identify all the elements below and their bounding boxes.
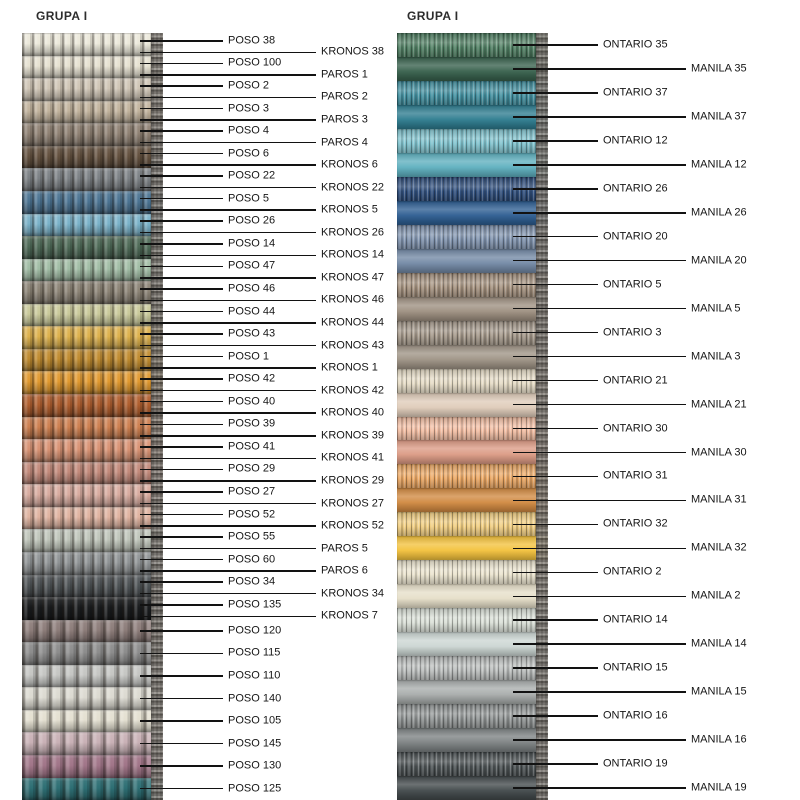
callout-line [513,356,686,358]
callout-line [140,333,223,335]
callout-line [140,559,223,561]
fabric-cut-edge [151,33,163,800]
swatch-label: MANILA 30 [691,446,747,458]
swatch-label: POSO 22 [228,169,276,182]
callout-line [140,653,223,655]
callout-line [140,345,316,347]
swatch-label: ONTARIO 12 [603,134,668,147]
swatch-label: MANILA 5 [691,302,741,315]
callout-line [513,236,598,238]
swatch-label: POSO 60 [228,553,276,566]
callout-line [140,570,316,572]
callout-line [513,763,598,765]
callout-line [140,288,223,290]
swatch-label: KRONOS 40 [321,406,384,419]
callout-line [140,198,223,200]
callout-line [513,428,598,430]
swatch-label: PAROS 5 [321,542,368,555]
callout-line [140,74,316,76]
swatch-label: POSO 140 [228,692,282,704]
swatch-label: POSO 44 [228,305,276,317]
callout-line [140,243,223,245]
callout-line [140,266,223,268]
swatch-label: POSO 110 [228,669,281,682]
callout-line [140,424,223,426]
callout-line [140,40,223,42]
swatch-label: KRONOS 41 [321,451,384,464]
swatch-label: POSO 4 [228,124,269,137]
callout-line [513,260,686,262]
callout-line [140,108,223,110]
callout-line [513,284,598,286]
swatch-label: KRONOS 22 [321,181,384,194]
callout-line [140,153,223,155]
swatch-label: MANILA 31 [691,493,747,506]
swatch-label: POSO 29 [228,462,276,475]
swatch-label: POSO 39 [228,417,276,430]
callout-line [140,97,316,99]
callout-line [513,404,686,406]
callout-line [140,311,223,313]
callout-line [513,380,598,382]
callout-line [513,92,598,94]
callout-line [140,142,316,144]
callout-line [140,300,316,302]
swatch-label: ONTARIO 30 [603,422,668,434]
swatch-label: ONTARIO 2 [603,565,662,578]
callout-line [140,525,316,527]
callout-line [513,44,598,46]
swatch-label: POSO 145 [228,737,282,750]
callout-line [140,175,223,177]
callout-line [140,232,316,234]
callout-line [513,667,598,669]
callout-line [140,378,223,380]
callout-line [140,675,223,677]
callout-line [140,616,316,618]
callout-line [140,720,223,722]
swatch-label: POSO 40 [228,395,276,408]
swatch-label: KRONOS 46 [321,293,384,306]
callout-line [140,469,223,471]
callout-line [140,581,223,583]
callout-line [140,412,316,414]
swatch-label: POSO 5 [228,192,269,205]
swatch-label: POSO 115 [228,646,281,659]
swatch-label: MANILA 19 [691,781,747,794]
swatch-label: MANILA 35 [691,62,747,75]
callout-line [513,643,686,645]
swatch-label: KRONOS 43 [321,339,384,351]
callout-line [140,593,316,595]
callout-line [140,130,223,132]
callout-line [513,452,686,454]
callout-line [513,691,686,693]
swatch-label: ONTARIO 26 [603,182,668,195]
swatch-label: KRONOS 42 [321,384,384,397]
callout-line [513,715,598,717]
swatch-label: PAROS 2 [321,90,368,103]
callout-line [140,548,316,550]
swatch-label: POSO 14 [228,237,276,250]
callout-line [140,536,223,538]
callout-line [513,140,598,142]
swatch-label: POSO 27 [228,485,276,498]
swatch-label: MANILA 20 [691,254,747,267]
callout-line [140,390,316,392]
fabric-cut-edge [536,33,548,800]
swatch-label: POSO 2 [228,79,269,92]
swatch-label: ONTARIO 5 [603,278,662,291]
swatch-label: POSO 26 [228,214,276,227]
callout-line [140,187,316,189]
swatch-label: POSO 34 [228,575,276,588]
swatch-label: PAROS 1 [321,68,368,81]
swatch-label: KRONOS 6 [321,158,378,171]
callout-line [140,356,223,358]
callout-line [140,52,316,54]
swatch-label: POSO 6 [228,147,269,160]
callout-line [513,308,686,310]
swatch-label: ONTARIO 15 [603,661,668,674]
callout-line [513,116,686,118]
callout-line [140,458,316,460]
callout-line [140,480,316,482]
callout-line [140,367,316,369]
callout-line [513,476,598,478]
swatch-label: POSO 130 [228,759,282,772]
swatch-label: ONTARIO 20 [603,230,668,243]
callout-line [513,188,598,190]
swatch-label: MANILA 37 [691,110,747,123]
callout-line [140,277,316,279]
callout-line [513,524,598,526]
swatch-label: POSO 41 [228,440,276,453]
swatch-label: POSO 38 [228,34,276,47]
swatch-label: PAROS 3 [321,113,368,126]
swatch-label: KRONOS 29 [321,474,384,487]
callout-line [140,630,223,632]
swatch-label: ONTARIO 16 [603,709,668,722]
swatch-label: POSO 100 [228,56,282,69]
callout-line [513,619,598,621]
swatch-label: MANILA 26 [691,206,747,219]
callout-line [140,220,223,222]
swatch-label: POSO 47 [228,259,276,272]
callout-line [513,548,686,550]
swatch-label: ONTARIO 37 [603,86,668,99]
swatch-label: PAROS 4 [321,136,368,148]
swatch-label: ONTARIO 14 [603,613,668,626]
swatch-label: MANILA 3 [691,350,741,363]
swatch-label: MANILA 16 [691,733,747,746]
callout-line [513,572,598,574]
swatch-label: ONTARIO 21 [603,374,668,386]
callout-line [140,209,316,211]
swatch-label: KRONOS 47 [321,271,384,284]
callout-line [140,435,316,437]
swatch-label: MANILA 14 [691,637,747,650]
swatch-label: POSO 42 [228,372,276,385]
callout-line [513,739,686,741]
callout-line [140,164,316,166]
group-title-left: GRUPA I [36,9,88,23]
swatch-label: KRONOS 38 [321,45,384,58]
callout-line [140,698,223,700]
swatch-label: KRONOS 14 [321,248,384,261]
swatch-label: POSO 125 [228,782,282,795]
swatch-label: POSO 52 [228,508,276,520]
callout-line [140,491,223,493]
callout-line [140,322,316,324]
swatch-label: KRONOS 27 [321,497,384,509]
swatch-label: MANILA 32 [691,541,747,554]
swatch-label: POSO 105 [228,714,282,727]
callout-line [140,63,223,65]
swatch-label: KRONOS 1 [321,361,378,374]
swatch-stack-left [22,33,163,800]
callout-line [513,500,686,502]
swatch-label: ONTARIO 35 [603,38,668,51]
callout-line [140,446,223,448]
callout-line [140,743,223,745]
callout-line [140,401,223,403]
callout-line [513,332,598,334]
callout-line [140,85,223,87]
swatch-label: PAROS 6 [321,564,368,577]
callout-line [140,788,223,790]
swatch-label: POSO 55 [228,530,276,543]
callout-line [140,255,316,257]
swatch-label: ONTARIO 32 [603,517,668,530]
swatch-label: POSO 46 [228,282,276,295]
callout-line [140,503,316,505]
swatch-label: MANILA 12 [691,158,747,171]
swatch-label: KRONOS 7 [321,609,378,622]
swatch-label: POSO 1 [228,350,269,363]
swatch-label: ONTARIO 31 [603,469,668,482]
callout-line [513,164,686,166]
swatch-label: KRONOS 5 [321,203,378,216]
callout-line [140,765,223,767]
callout-line [140,119,316,121]
swatch-label: MANILA 15 [691,685,747,698]
swatch-label: KRONOS 39 [321,429,384,442]
callout-line [513,212,686,214]
callout-line [140,604,223,606]
callout-line [140,514,223,516]
swatch-stack-right [397,33,548,800]
swatch-label: MANILA 2 [691,589,741,602]
callout-line [513,787,686,789]
swatch-label: KRONOS 34 [321,587,384,600]
swatch-label: KRONOS 44 [321,316,384,329]
swatch-label: ONTARIO 3 [603,326,662,339]
swatch-label: POSO 43 [228,327,276,340]
callout-line [513,68,686,70]
swatch-label: KRONOS 52 [321,519,384,532]
swatch-label: POSO 120 [228,624,282,637]
swatch-label: MANILA 21 [691,398,747,410]
swatch-label: POSO 135 [228,598,282,611]
callout-line [513,596,686,598]
swatch-label: KRONOS 26 [321,226,384,239]
swatch-label: POSO 3 [228,102,269,114]
swatch-label: ONTARIO 19 [603,757,668,770]
group-title-right: GRUPA I [407,9,459,23]
